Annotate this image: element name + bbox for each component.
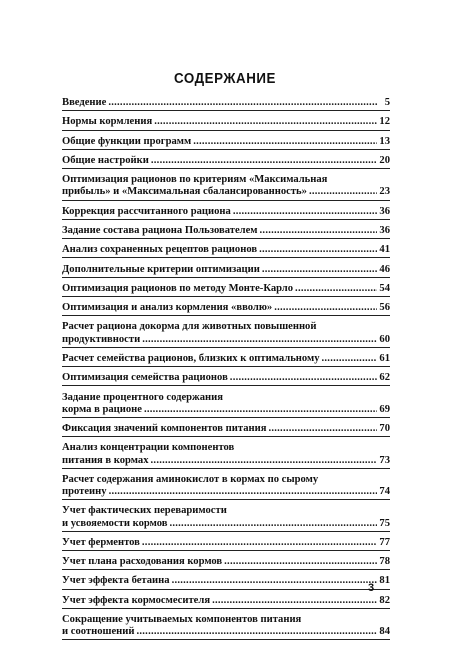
- divider: [62, 366, 390, 367]
- toc-entry-title: корма в рационе: [62, 403, 142, 415]
- toc-entry-6[interactable]: [62, 225, 390, 239]
- toc-entry-1[interactable]: [62, 116, 390, 130]
- toc-entry-title: Оптимизация и анализ кормления «вволю»: [62, 302, 273, 314]
- toc-entry-page: 61: [379, 352, 390, 364]
- divider: [62, 130, 390, 131]
- toc-entry-title: протеину: [62, 486, 107, 498]
- toc-entry-17[interactable]: [62, 474, 390, 500]
- dot-leader: [142, 334, 377, 346]
- toc-entry-page: 81: [379, 575, 390, 587]
- toc-entry-title-line1: Задание процентного содержания: [62, 391, 223, 403]
- toc-entry-page: 36: [379, 224, 390, 236]
- toc-entry-13[interactable]: [62, 372, 390, 386]
- dot-leader: [262, 264, 378, 276]
- toc-entry-title-line1: Оптимизация рационов по критериям «Максимальная: [62, 174, 328, 186]
- divider: [62, 589, 390, 590]
- divider: [62, 347, 390, 348]
- toc-entry-page: 54: [379, 282, 390, 294]
- table-of-contents: [62, 97, 390, 646]
- toc-entry-10[interactable]: [62, 302, 390, 316]
- divider: [62, 219, 390, 220]
- toc-entry-20[interactable]: [62, 556, 390, 570]
- divider: [62, 608, 390, 609]
- dot-leader: [151, 155, 378, 167]
- toc-entry-9[interactable]: [62, 283, 390, 297]
- toc-entry-page: 60: [379, 333, 390, 345]
- toc-entry-0[interactable]: [62, 97, 390, 111]
- toc-entry-page: 41: [379, 244, 390, 256]
- toc-entry-2[interactable]: [62, 136, 390, 150]
- dot-leader: [233, 206, 378, 218]
- toc-entry-page: 5: [384, 97, 390, 108]
- toc-entry-page: 84: [379, 626, 390, 638]
- toc-entry-page: 77: [379, 536, 390, 548]
- toc-entry-title-line1: Анализ концентрации компонентов: [62, 442, 235, 454]
- divider: [62, 257, 390, 258]
- toc-entry-title: Учет эффекта бетаина: [62, 575, 170, 587]
- toc-entry-title: Нормы кормления: [62, 116, 153, 128]
- toc-entry-title-line1: Сокращение учитываемых компонентов питания: [62, 614, 302, 626]
- dot-leader: [142, 537, 378, 549]
- divider: [62, 168, 390, 169]
- divider: [62, 296, 390, 297]
- page-title: СОДЕРЖАНИЕ: [174, 71, 276, 87]
- divider: [62, 569, 390, 570]
- toc-entry-title: Учет плана расходования кормов: [62, 556, 223, 568]
- toc-entry-23[interactable]: [62, 614, 390, 640]
- divider: [62, 499, 390, 500]
- toc-entry-19[interactable]: [62, 537, 390, 551]
- dot-leader: [212, 595, 377, 607]
- toc-entry-page: 13: [379, 135, 390, 147]
- toc-entry-title: Расчет семейства рационов, близких к оптимальному: [62, 352, 320, 364]
- dot-leader: [109, 486, 378, 498]
- toc-entry-page: 20: [379, 154, 390, 166]
- toc-entry-page: 12: [379, 116, 390, 128]
- toc-entry-title: Дополнительные критерии оптимизации: [62, 263, 260, 275]
- toc-entry-title: Фиксация значений компонентов питания: [62, 423, 267, 435]
- toc-entry-15[interactable]: [62, 423, 390, 437]
- toc-entry-title: и усвояемости кормов: [62, 517, 168, 529]
- divider: [62, 531, 390, 532]
- dot-leader: [169, 518, 377, 530]
- toc-entry-page: 82: [379, 594, 390, 606]
- toc-entry-page: 46: [379, 263, 390, 275]
- toc-entry-title: питания в кормах: [62, 454, 149, 466]
- toc-entry-title: Коррекция рассчитанного рациона: [62, 205, 231, 217]
- toc-entry-page: 69: [379, 403, 390, 415]
- toc-entry-title: и соотношений: [62, 626, 135, 638]
- toc-entry-title: Общие настройки: [62, 154, 149, 166]
- toc-entry-18[interactable]: [62, 505, 390, 531]
- toc-entry-title: Учет ферментов: [62, 536, 140, 548]
- toc-entry-title-line1: Расчет рациона докорма для животных повышенной: [62, 321, 317, 333]
- divider: [62, 385, 390, 386]
- toc-entry-8[interactable]: [62, 264, 390, 278]
- toc-entry-page: 74: [379, 486, 390, 498]
- dot-leader: [154, 116, 377, 128]
- divider: [62, 468, 390, 469]
- toc-entry-page: 36: [379, 205, 390, 217]
- dot-leader: [144, 404, 377, 416]
- divider: [62, 315, 390, 316]
- toc-entry-title: Оптимизация семейства рационов: [62, 372, 228, 384]
- toc-entry-title: прибыль» и «Максимальная сбалансированность»: [62, 186, 307, 198]
- dot-leader: [151, 455, 378, 467]
- toc-entry-page: 23: [379, 186, 390, 198]
- dot-leader: [268, 423, 377, 435]
- divider: [62, 417, 390, 418]
- dot-leader: [230, 372, 378, 384]
- toc-entry-page: 75: [379, 517, 390, 529]
- toc-entry-title: Задание состава рациона Пользователем: [62, 224, 258, 236]
- dot-leader: [224, 556, 377, 568]
- dot-leader: [274, 302, 377, 314]
- toc-entry-7[interactable]: [62, 244, 390, 258]
- toc-entry-page: 62: [379, 372, 390, 384]
- divider: [62, 550, 390, 551]
- toc-entry-21[interactable]: [62, 575, 390, 589]
- toc-entry-title: Общие функции программ: [62, 135, 192, 147]
- page-number: 3: [368, 582, 375, 594]
- dot-leader: [172, 575, 378, 587]
- toc-entry-14[interactable]: [62, 392, 390, 418]
- dot-leader: [260, 225, 378, 237]
- dot-leader: [193, 136, 377, 148]
- toc-entry-11[interactable]: [62, 321, 390, 347]
- toc-entry-page: 73: [379, 454, 390, 466]
- divider: [62, 639, 390, 640]
- toc-entry-title: Анализ сохраненных рецептов рационов: [62, 244, 258, 256]
- toc-entry-12[interactable]: [62, 353, 390, 367]
- toc-entry-title-line1: Расчет содержания аминокислот в кормах по сырому: [62, 473, 319, 485]
- toc-entry-title-line1: Учет фактических переваримости: [62, 505, 227, 517]
- toc-entry-16[interactable]: [62, 442, 390, 468]
- divider: [62, 436, 390, 437]
- divider: [62, 277, 390, 278]
- dot-leader: [259, 244, 377, 256]
- toc-entry-page: 56: [379, 302, 390, 314]
- toc-entry-title: Введение: [62, 97, 107, 108]
- toc-entry-title: Оптимизация рационов по методу Монте-Карло: [62, 282, 294, 294]
- dot-leader: [322, 353, 378, 365]
- divider: [62, 238, 390, 239]
- toc-entry-title: продуктивности: [62, 333, 141, 345]
- toc-entry-5[interactable]: [62, 206, 390, 220]
- divider: [62, 200, 390, 201]
- toc-entry-3[interactable]: [62, 155, 390, 169]
- divider: [62, 149, 390, 150]
- divider: [62, 110, 390, 111]
- dot-leader: [136, 626, 377, 638]
- toc-entry-title: Учет эффекта кормосмесителя: [62, 594, 211, 606]
- toc-entry-page: 78: [379, 556, 390, 568]
- dot-leader: [295, 283, 377, 295]
- dot-leader: [108, 97, 382, 109]
- toc-entry-22[interactable]: [62, 595, 390, 609]
- toc-entry-4[interactable]: [62, 174, 390, 200]
- toc-entry-page: 70: [379, 423, 390, 435]
- dot-leader: [309, 186, 377, 198]
